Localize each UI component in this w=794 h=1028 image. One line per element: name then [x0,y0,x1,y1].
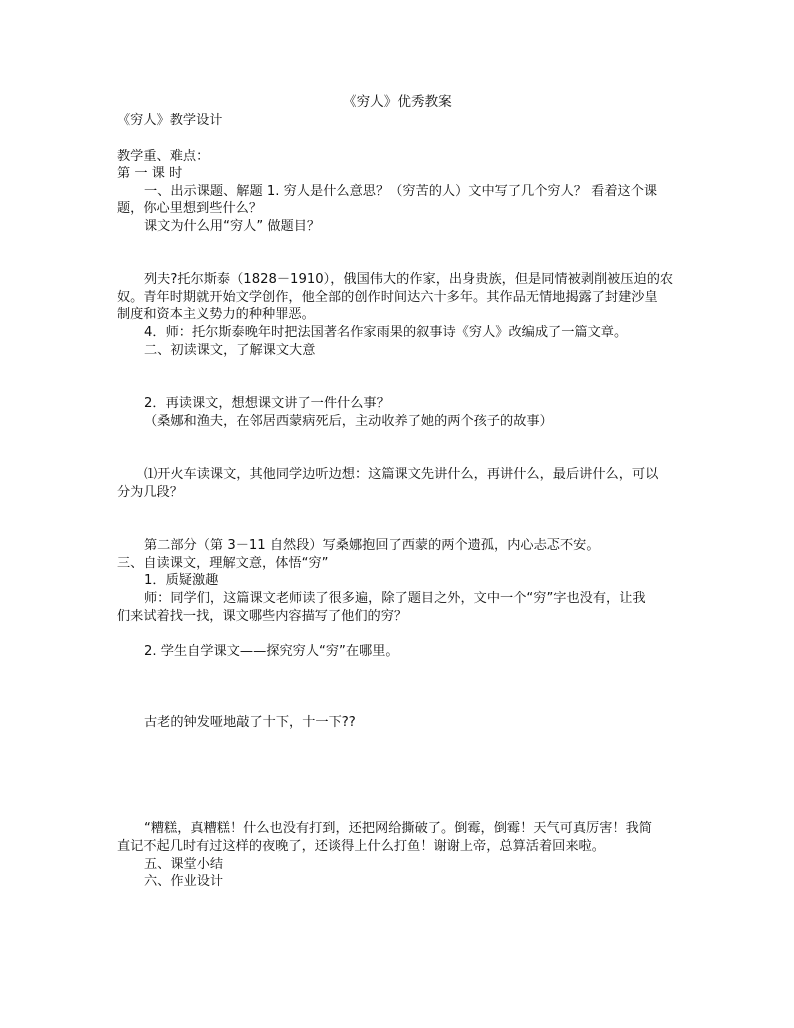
text-line: 教学重、难点： [117,149,210,164]
text-line: 课文为什么用“穷人” 做题目？ [144,219,321,234]
text-line: 2．再读课文，想想课文讲了一件什么事？ [144,396,390,411]
text-line: 制度和资本主义势力的种种罪恶。 [117,307,315,322]
text-line: 一、出示课题、解题 1. 穷人是什么意思？（穷苦的人）文中写了几个穷人？ 看着这个课 [144,184,658,199]
text-line: 1．质疑激趣 [144,573,219,588]
text-line: 三、自读课文，理解文意，体悟“穷” [117,556,329,571]
text-line: 4．师：托尔斯泰晚年时把法国著名作家雨果的叙事诗《穷人》改编成了一篇文章。 [144,325,628,340]
text-line: 分为几段？ [117,485,183,500]
text-line: 列夫?托尔斯泰（1828－1910），俄国伟大的作家，出身贵族，但是同情被剥削被压迫的农 [144,272,674,287]
text-line: 第 一 课 时 [117,166,183,181]
text-line: 题，你心里想到些什么？ [117,201,263,216]
text-line: 2. 学生自学课文——探究穷人“穷”在哪里。 [144,644,399,659]
text-line: 们来试着找一找，课文哪些内容描写了他们的穷？ [117,609,408,624]
page-title: 《穷人》优秀教案 [343,94,452,110]
text-line: 第二部分（第 3－11 自然段）写桑娜抱回了西蒙的两个遗孤，内心忐忑不安。 [144,538,600,553]
text-line: 五、课堂小结 [144,857,224,872]
text-line: 六、作业设计 [144,874,224,889]
text-line: 直记不起几时有过这样的夜晚了，还谈得上什么打鱼！谢谢上帝，总算活着回来啦。 [117,839,605,854]
text-line: 奴。青年时期就开始文学创作，他全部的创作时间达六十多年。其作品无情地揭露了封建沙皇 [117,290,658,305]
text-line: 古老的钟发哑地敲了十下，十一下?? [144,715,356,730]
text-line: 二、初读课文，了解课文大意 [144,343,316,358]
text-line: （桑娜和渔夫，在邻居西蒙病死后，主动收养了她的两个孩子的故事） [144,414,553,429]
text-line: “糟糕，真糟糕！什么也没有打到，还把网给撕破了。倒霉，倒霉！天气可真厉害！我简 [144,821,652,836]
text-line: ⑴开火车读课文，其他同学边听边想：这篇课文先讲什么，再讲什么，最后讲什么，可以 [144,467,659,482]
text-line: 师：同学们，这篇课文老师读了很多遍，除了题目之外，文中一个“穷”字也没有，让我 [144,591,646,606]
document-subtitle: 《穷人》教学设计 [117,113,223,128]
